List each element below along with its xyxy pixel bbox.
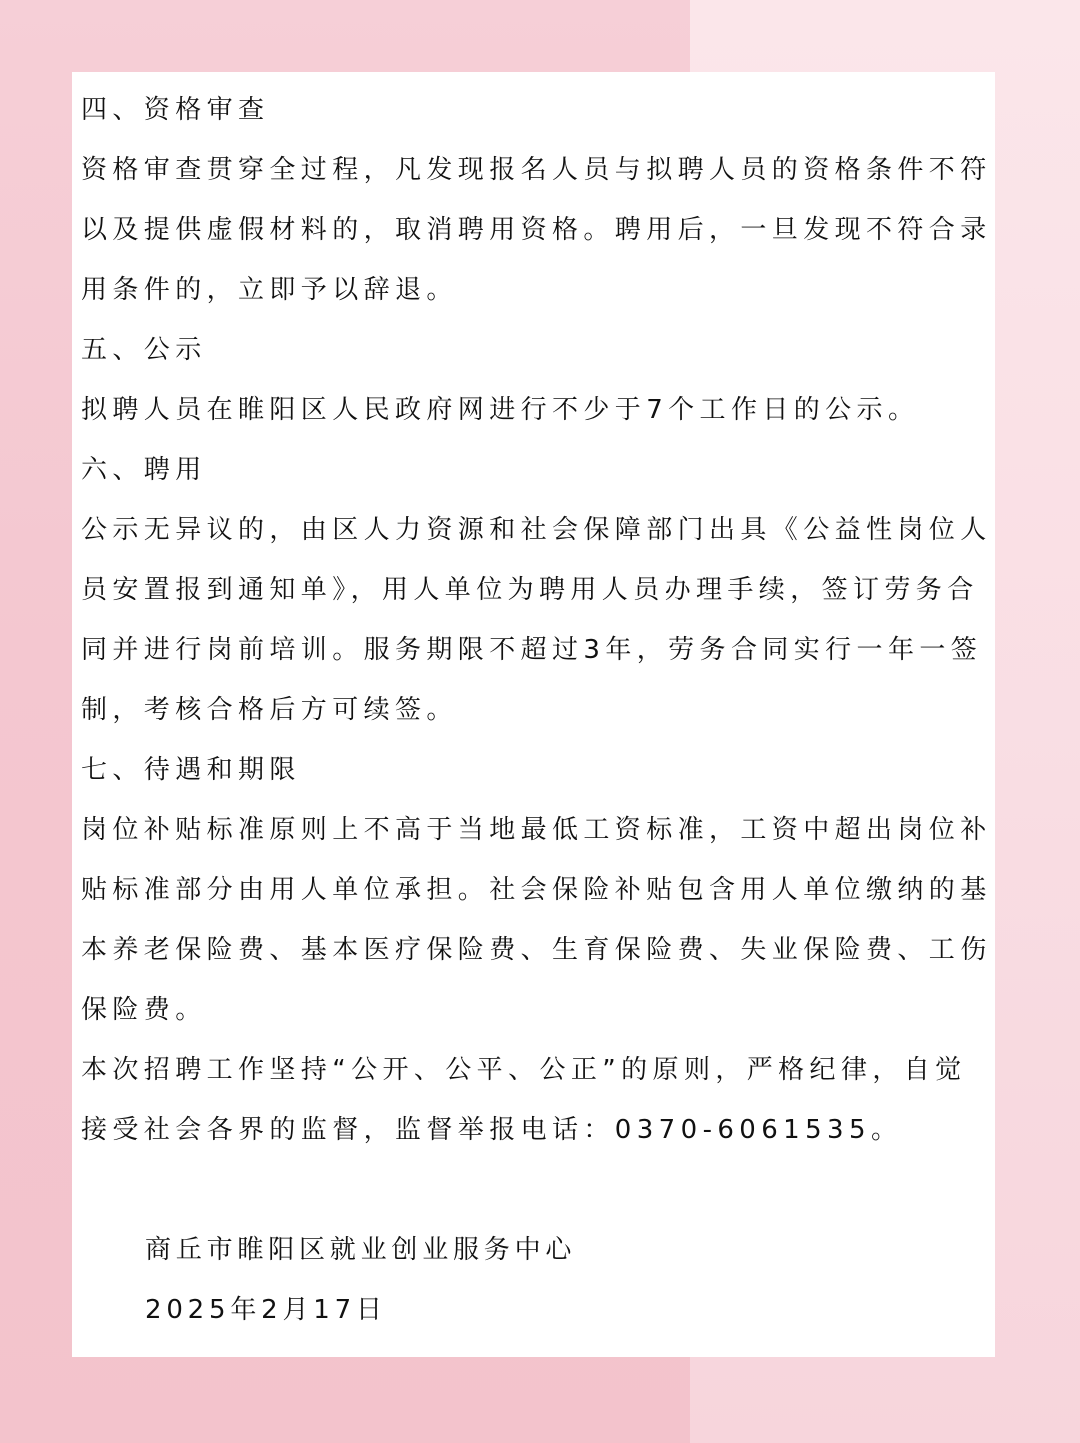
section-heading-qualification-review: 四、资格审查	[81, 95, 270, 125]
paragraph-line: 制，考核合格后方可续签。	[81, 695, 458, 725]
paragraph-line: 用条件的，立即予以辞退。	[81, 275, 458, 305]
paragraph-line: 资格审查贯穿全过程，凡发现报名人员与拟聘人员的资格条件不符	[81, 155, 992, 185]
paragraph-line: 同并进行岗前培训。服务期限不超过3年，劳务合同实行一年一签	[81, 635, 983, 665]
document-card	[72, 72, 995, 1357]
paragraph-line: 本次招聘工作坚持“公开、公平、公正”的原则，严格纪律，自觉	[81, 1055, 967, 1085]
signature-date: 2025年2月17日	[145, 1295, 387, 1325]
section-heading-employment: 六、聘用	[81, 455, 207, 485]
section-heading-publicity: 五、公示	[81, 335, 207, 365]
paragraph-line: 以及提供虚假材料的，取消聘用资格。聘用后，一旦发现不符合录	[81, 215, 992, 245]
paragraph-line: 员安置报到通知单》，用人单位为聘用人员办理手续，签订劳务合	[81, 575, 979, 605]
paragraph-line-hotline: 接受社会各界的监督，监督举报电话：0370-6061535。	[81, 1115, 903, 1145]
paragraph-line: 公示无异议的，由区人力资源和社会保障部门出具《公益性岗位人	[81, 515, 992, 545]
section-heading-benefits-term: 七、待遇和期限	[81, 755, 301, 785]
paragraph-line: 岗位补贴标准原则上不高于当地最低工资标准，工资中超出岗位补	[81, 815, 992, 845]
signature-organization: 商丘市睢阳区就业创业服务中心	[145, 1235, 577, 1265]
paragraph-line: 贴标准部分由用人单位承担。社会保险补贴包含用人单位缴纳的基	[81, 875, 992, 905]
paragraph-line: 保险费。	[81, 995, 207, 1025]
paragraph-line: 拟聘人员在睢阳区人民政府网进行不少于7个工作日的公示。	[81, 395, 920, 425]
paragraph-line: 本养老保险费、基本医疗保险费、生育保险费、失业保险费、工伤	[81, 935, 992, 965]
